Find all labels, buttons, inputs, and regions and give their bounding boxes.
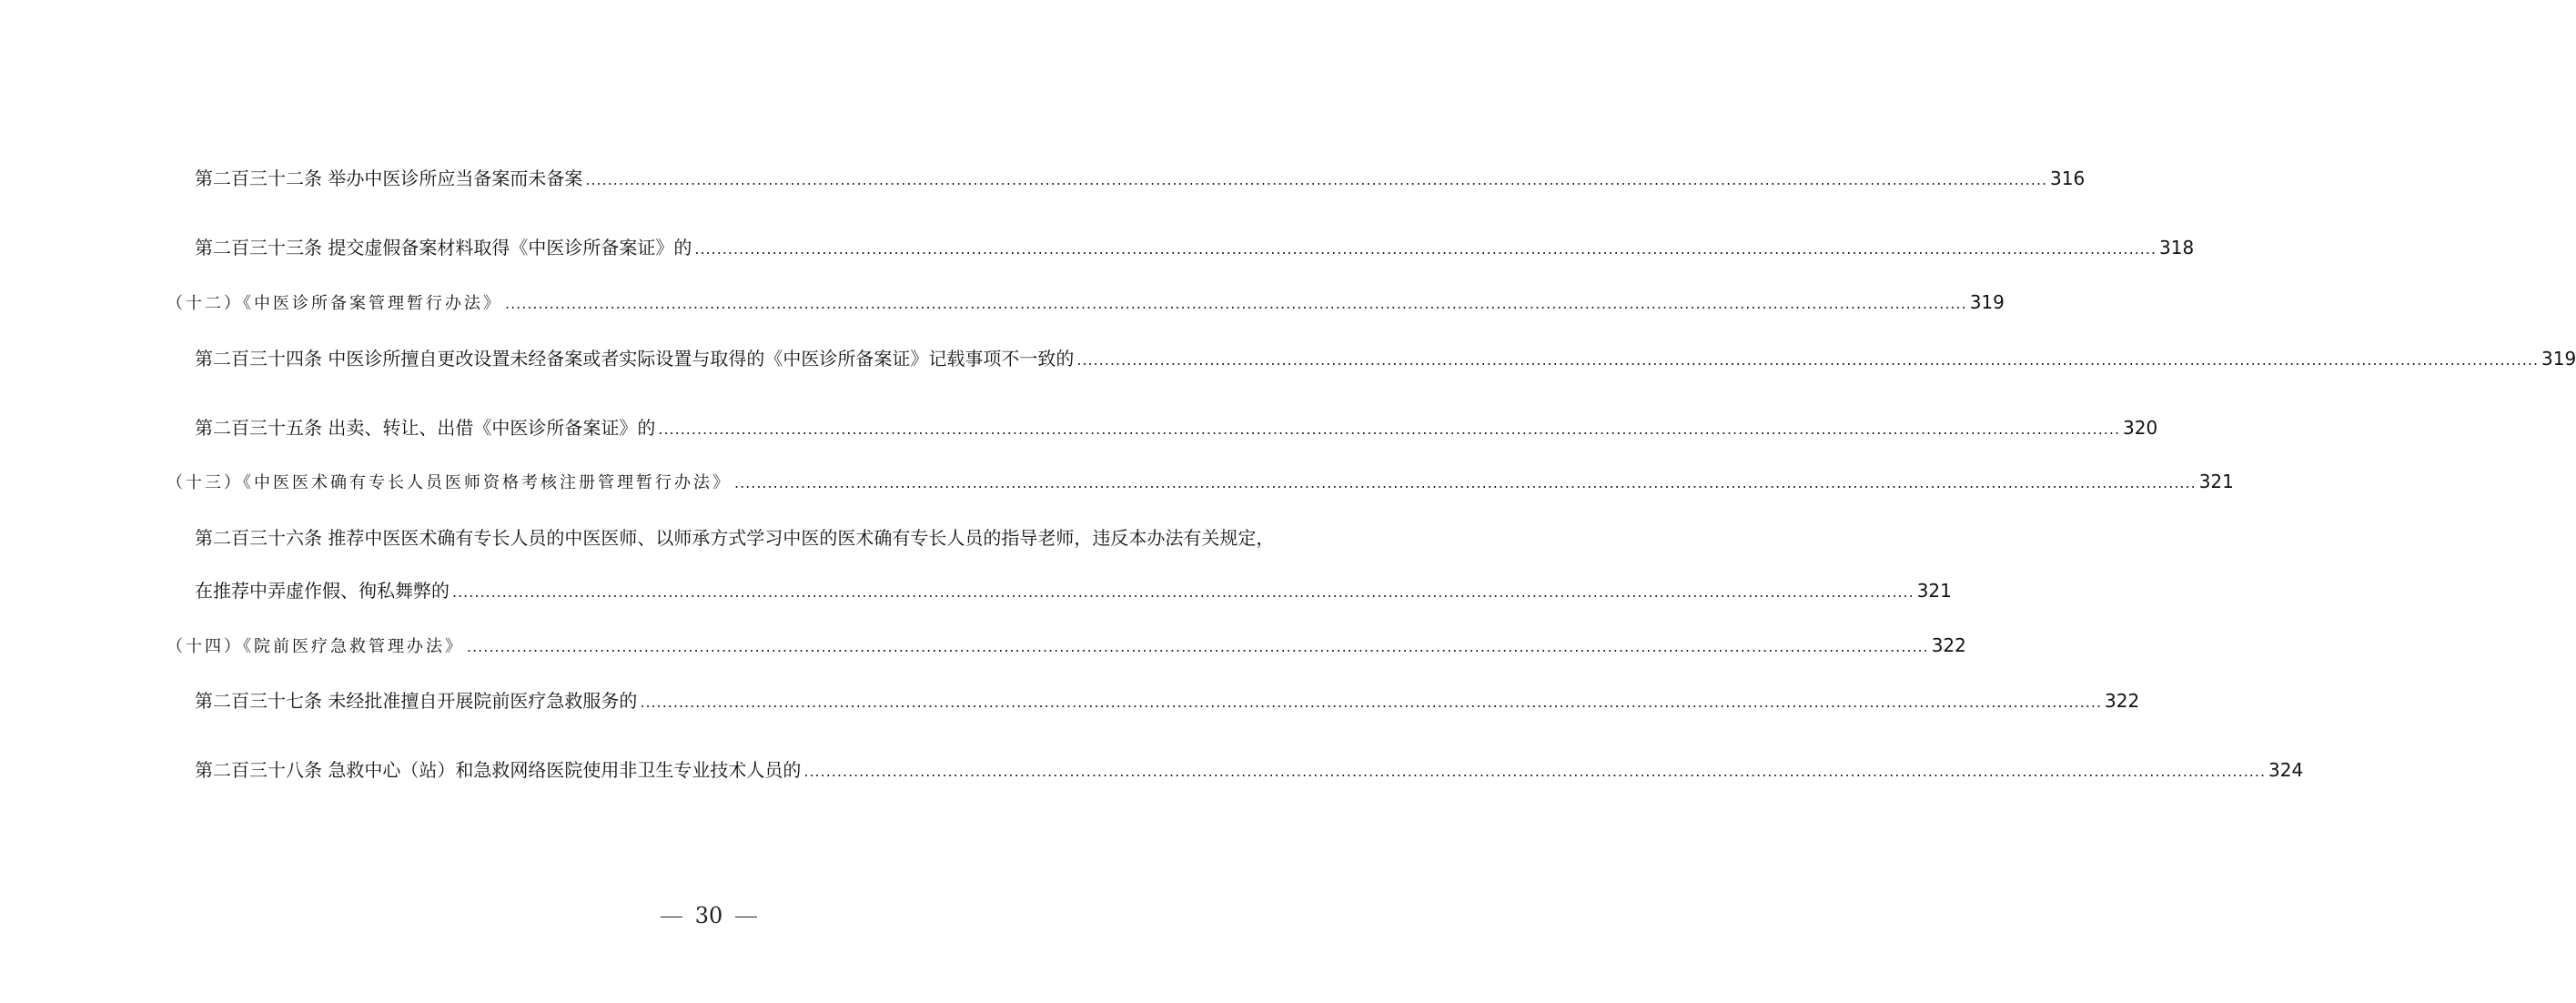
dot-leader: ........................................................................................................................................................................................................................................................................ — [658, 420, 2121, 438]
dot-leader: ........................................................................................................................................................................................................................................................................ — [734, 474, 2197, 491]
page-number: 30 — [694, 903, 723, 928]
toc-entry-page: 319 — [2541, 348, 2576, 370]
toc-entry-title: 第二百三十七条 未经批准擅自开展院前医疗急救服务的 — [195, 690, 638, 712]
dot-leader: ........................................................................................................................................................................................................................................................................ — [803, 763, 2267, 780]
dot-leader: ........................................................................................................................................................................................................................................................................ — [585, 171, 2048, 188]
toc-entry-title-line2: 在推荐中弄虚作假、徇私舞弊的 — [195, 580, 450, 602]
toc-entry-article-236-line2[interactable] — [195, 577, 1952, 604]
toc-entry-section-13[interactable] — [167, 468, 2234, 495]
dot-leader: ........................................................................................................................................................................................................................................................................ — [452, 583, 1914, 601]
toc-entry-article-238[interactable] — [195, 756, 2304, 784]
toc-section-title: （十四）《院前医疗急救管理办法》 — [167, 637, 464, 656]
toc-entry-page: 322 — [1931, 634, 1966, 656]
toc-entry-section-14[interactable] — [167, 632, 1966, 659]
toc-entry-page: 316 — [2050, 167, 2086, 189]
toc-section-title: （十二）《中医诊所备案管理暂行办法》 — [167, 294, 502, 313]
dot-leader: ........................................................................................................................................................................................................................................................................ — [1076, 351, 2540, 369]
page-footer — [0, 903, 1418, 928]
dot-leader: ........................................................................................................................................................................................................................................................................ — [694, 240, 2157, 258]
toc-entry-article-233[interactable] — [195, 234, 2195, 261]
toc-entry-title: 第二百三十五条 出卖、转让、出借《中医诊所备案证》的 — [195, 417, 656, 439]
dot-leader: ........................................................................................................................................................................................................................................................................ — [505, 295, 1967, 312]
toc-entry-page: 318 — [2159, 237, 2195, 258]
toc-entry-article-232[interactable] — [195, 165, 2086, 192]
toc-entry-page: 321 — [2198, 471, 2234, 492]
dot-leader: ........................................................................................................................................................................................................................................................................ — [467, 638, 1929, 655]
toc-entry-title: 第二百三十四条 中医诊所擅自更改设置未经备案或者实际设置与取得的《中医诊所备案证》记载事项不一致的 — [195, 348, 1075, 370]
toc-entry-article-237[interactable] — [195, 687, 2140, 714]
toc-entry-article-234[interactable] — [195, 345, 2576, 372]
toc-entry-article-236-line1[interactable] — [195, 524, 1298, 552]
toc-entry-title-line1: 第二百三十六条 推荐中医医术确有专长人员的中医医师、以师承方式学习中医的医术确有专长人员的指导老师，违反本办法有关规定， — [195, 527, 1275, 549]
toc-entry-page: 321 — [1916, 580, 1952, 602]
toc-entry-page: 319 — [1969, 291, 2005, 313]
toc-entry-page: 320 — [2123, 417, 2158, 439]
toc-entry-title: 第二百三十二条 举办中医诊所应当备案而未备案 — [195, 167, 583, 189]
toc-entry-article-235[interactable] — [195, 414, 2158, 441]
dot-leader: ........................................................................................................................................................................................................................................................................ — [640, 694, 2103, 711]
toc-section-title: （十三）《中医医术确有专长人员医师资格考核注册管理暂行办法》 — [167, 473, 732, 492]
toc-entry-title: 第二百三十八条 急救中心（站）和急救网络医院使用非卫生专业技术人员的 — [195, 759, 802, 781]
toc-entry-page: 322 — [2105, 690, 2140, 712]
toc-entry-title: 第二百三十三条 提交虚假备案材料取得《中医诊所备案证》的 — [195, 237, 692, 258]
toc-entry-section-12[interactable] — [167, 289, 2005, 316]
toc-entry-page: 324 — [2268, 759, 2304, 781]
